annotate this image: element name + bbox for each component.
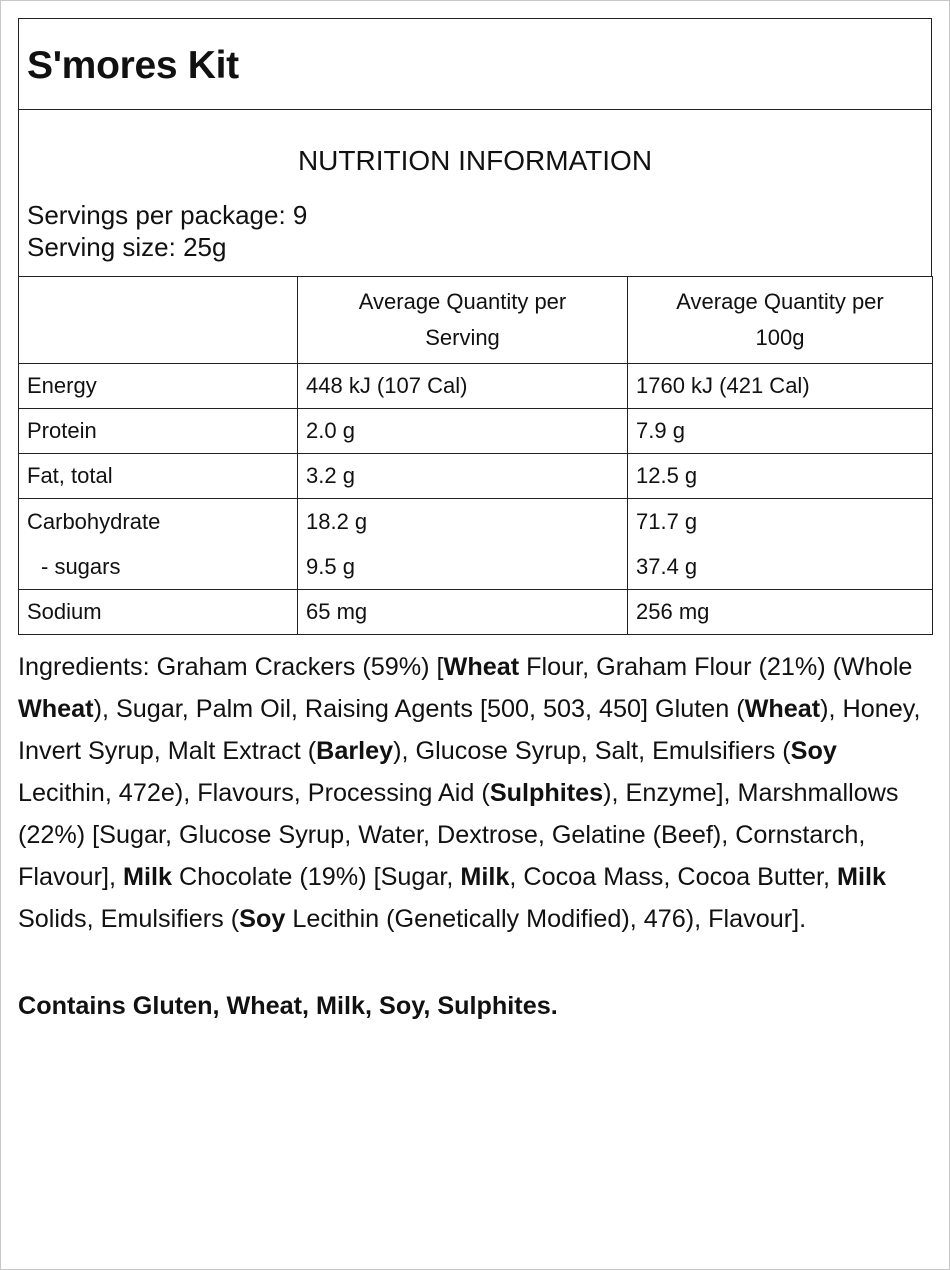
ingredients-text: Flour, Graham Flour (21%) (Whole <box>519 653 913 681</box>
allergen-highlight: Wheat <box>443 653 520 681</box>
nutrition-table <box>18 276 933 635</box>
allergen-highlight: Milk <box>122 863 172 891</box>
ingredients-text: ), Glucose Syrup, Salt, Emulsifiers ( <box>393 737 791 765</box>
servings-per-package: Servings per package: 9 <box>27 200 308 230</box>
product-title: S'mores Kit <box>27 44 239 87</box>
per-100g-value: 256 mg <box>628 590 933 635</box>
table-row <box>19 499 933 590</box>
ingredients-statement <box>18 646 932 940</box>
sugars-per-100g: 37.4 g <box>636 554 698 579</box>
column-header-nutrient <box>19 277 298 364</box>
allergen-highlight: Wheat <box>18 695 94 723</box>
per-100g-value: 12.5 g <box>628 454 933 499</box>
per-serving-value: 65 mg <box>298 590 628 635</box>
per-serving-value <box>298 499 628 590</box>
allergen-highlight: Sulphites <box>489 779 604 807</box>
carbohydrate-per-100g: 71.7 g <box>636 509 698 534</box>
ingredients-text: Chocolate (19%) [Sugar, <box>171 863 461 891</box>
per-serving-value: 448 kJ (107 Cal) <box>298 364 628 409</box>
column-header-per-serving: Average Quantity per Serving <box>298 277 628 364</box>
allergen-highlight: Barley <box>316 737 394 765</box>
allergen-highlight: Wheat <box>744 695 821 723</box>
per-serving-value: 3.2 g <box>298 454 628 499</box>
nutrition-label <box>18 18 932 635</box>
carbohydrate-per-serving: 18.2 g <box>306 509 368 534</box>
ingredients-text: Ingredients: Graham Crackers (59%) [ <box>18 653 444 681</box>
ingredients-text: Lecithin (Genetically Modified), 476), Flavour]. <box>285 905 807 933</box>
allergen-highlight: Milk <box>837 863 886 891</box>
per-100g-value: 7.9 g <box>628 409 933 454</box>
allergen-highlight: Soy <box>790 737 837 765</box>
table-row <box>19 590 933 635</box>
ingredients-text: ), Sugar, Palm Oil, Raising Agents [500, 503, 450] Gluten ( <box>93 695 745 723</box>
allergen-statement: Contains Gluten, Wheat, Milk, Soy, Sulphites. <box>18 992 558 1020</box>
ingredients-text: ), Enzyme], Marshmallows (22%) [Sugar, Glucose Syrup, Water, Dextrose, Gelatine (Beef), Cornstarch, Flavour], <box>18 779 899 891</box>
table-row <box>19 454 933 499</box>
nutrient-name: Protein <box>19 409 298 454</box>
product-title-box <box>18 18 932 109</box>
per-100g-value: 1760 kJ (421 Cal) <box>628 364 933 409</box>
carbohydrate-label: Carbohydrate <box>27 509 161 534</box>
per-100g-value <box>628 499 933 590</box>
ingredients-text: Solids, Emulsifiers ( <box>18 905 240 933</box>
nutrient-name: Energy <box>19 364 298 409</box>
nutrition-panel-header <box>18 109 932 276</box>
table-row <box>19 364 933 409</box>
ingredients-text: , Cocoa Mass, Cocoa Butter, <box>509 863 837 891</box>
allergen-highlight: Milk <box>460 863 510 891</box>
allergen-highlight: Soy <box>239 905 286 933</box>
serving-info <box>27 199 307 263</box>
column-header-per-100g: Average Quantity per 100g <box>628 277 933 364</box>
sugars-label: - sugars <box>41 554 121 579</box>
sugars-per-serving: 9.5 g <box>306 554 355 579</box>
ingredients-text: ), Honey, Invert Syrup, Malt Extract ( <box>18 695 921 765</box>
nutrient-name <box>19 499 298 590</box>
nutrition-heading: NUTRITION INFORMATION <box>297 145 653 176</box>
serving-size: Serving size: 25g <box>27 232 227 262</box>
per-serving-value: 2.0 g <box>298 409 628 454</box>
nutrient-name: Sodium <box>19 590 298 635</box>
table-row <box>19 409 933 454</box>
table-header-row <box>19 277 933 364</box>
ingredients-text: Lecithin, 472e), Flavours, Processing Aid ( <box>18 779 490 807</box>
nutrient-name: Fat, total <box>19 454 298 499</box>
